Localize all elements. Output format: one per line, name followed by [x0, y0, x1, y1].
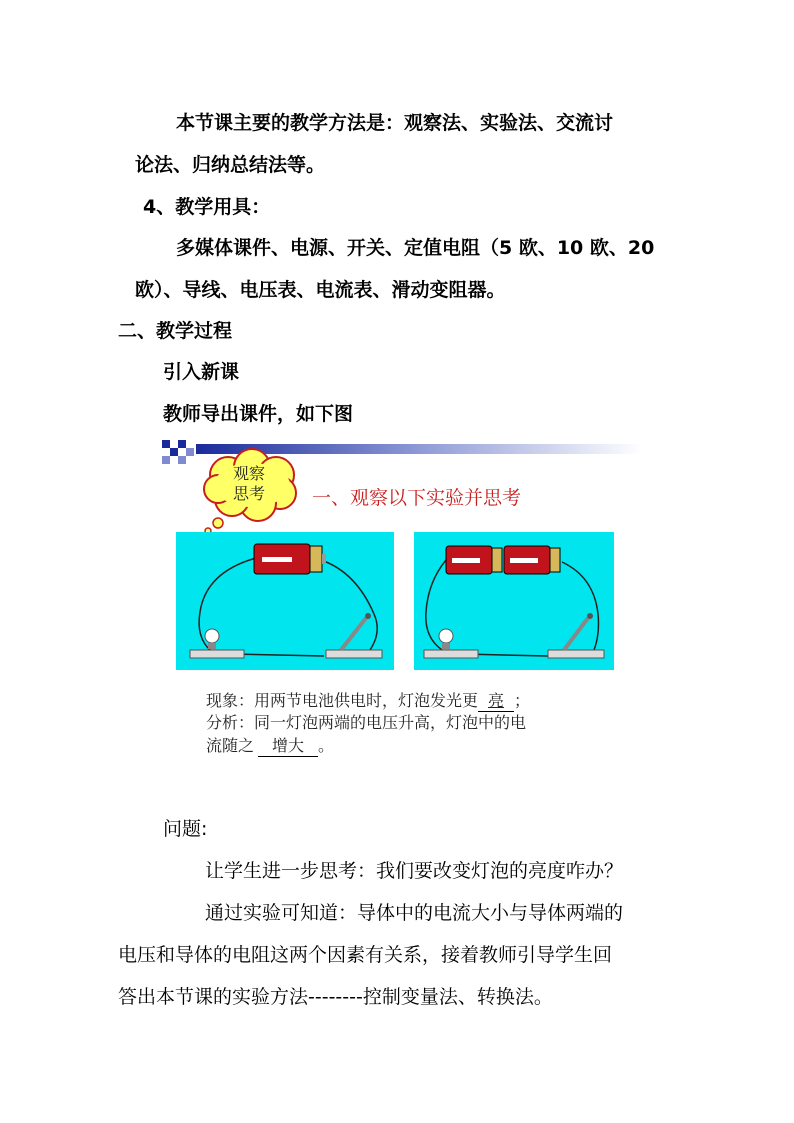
analysis-line-1: 分析：同一灯泡两端的电压升高，灯泡中的电: [206, 713, 527, 732]
methods-line-2: 论法、归纳总结法等。: [135, 154, 326, 176]
tools-heading: 4、教学用具：: [143, 196, 271, 218]
analysis-answer: 增大: [258, 733, 318, 757]
analysis-line-2: [206, 733, 334, 757]
phenomenon-line: [206, 688, 530, 712]
question-exp-2: 电压和导体的电阻这两个因素有关系，接着教师引导学生回: [118, 944, 613, 966]
question-think: 让学生进一步思考：我们要改变灯泡的亮度咋办？: [205, 860, 624, 882]
tools-line-1: 多媒体课件、电源、开关、定值电阻（5 欧、10 欧、20: [176, 237, 655, 259]
circuit-panel-one-battery: [176, 532, 394, 670]
bubble-text-2: 思考: [233, 484, 266, 503]
question-exp-1: 通过实验可知道：导体中的电流大小与导体两端的: [205, 902, 624, 924]
question-exp-3: 答出本节课的实验方法--------控制变量法、转换法。: [118, 986, 553, 1008]
analysis-prefix: 流随之: [206, 736, 255, 755]
phenomenon-answer: 亮: [478, 688, 514, 712]
bubble-text-1: 观察: [233, 464, 266, 483]
teacher-line: 教师导出课件，如下图: [163, 403, 354, 425]
slide-title: 一、观察以下实验并思考: [312, 487, 522, 509]
circuit-panel-two-batteries: [414, 532, 614, 670]
section-heading: 二、教学过程: [118, 320, 233, 342]
tools-line-2: 欧）、导线、电压表、电流表、滑动变阻器。: [135, 279, 506, 301]
question-label: 问题:: [163, 818, 208, 840]
intro-heading: 引入新课: [163, 361, 240, 383]
methods-line-1: 本节课主要的教学方法是：观察法、实验法、交流讨: [176, 112, 614, 134]
phenomenon-prefix: 现象：用两节电池供电时，灯泡发光更: [206, 691, 479, 710]
phenomenon-suffix: ；: [514, 691, 531, 710]
analysis-suffix: 。: [318, 736, 335, 755]
